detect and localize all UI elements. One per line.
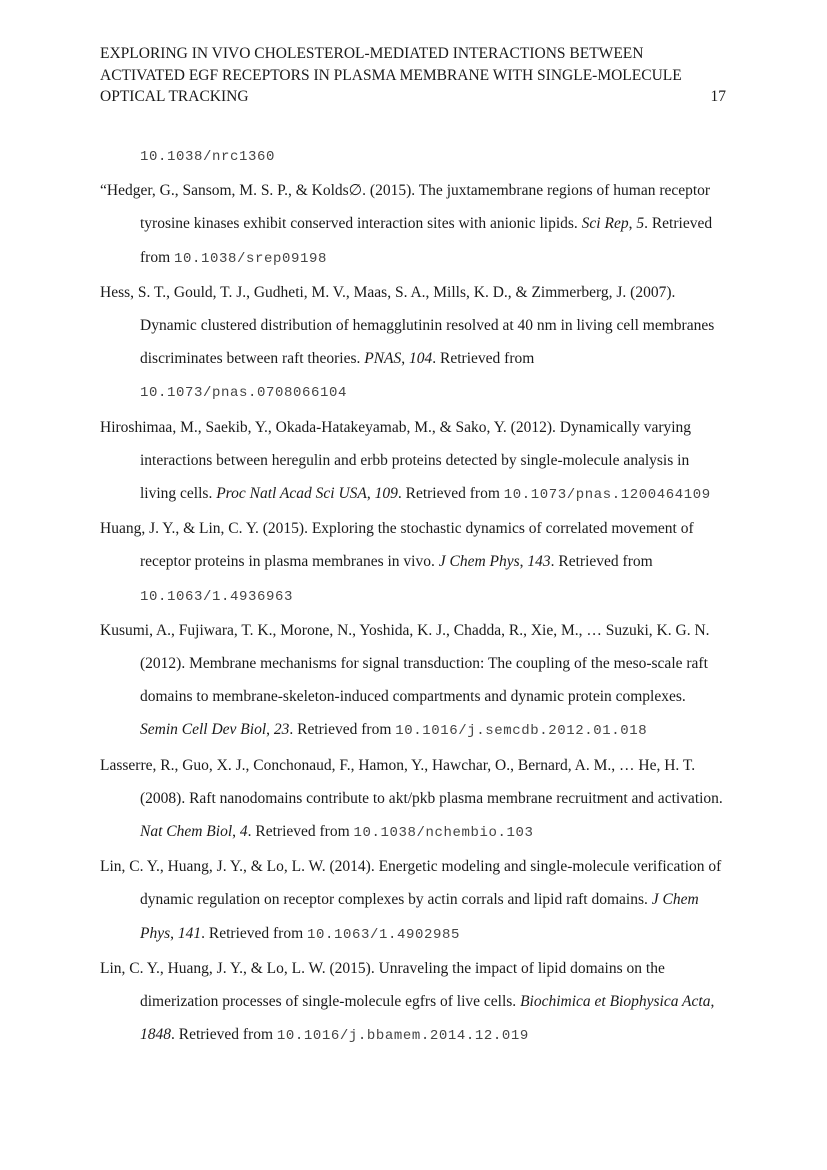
- continued-reference-fragment: [100, 139, 726, 174]
- retrieved-from: . Retrieved from: [289, 721, 396, 739]
- separator: ,: [170, 924, 178, 942]
- journal-name: Nat Chem Biol: [140, 823, 233, 841]
- journal-name: Semin Cell Dev Biol: [140, 721, 267, 739]
- doi-link[interactable]: 10.1038/nrc1360: [140, 149, 276, 165]
- separator: ,: [628, 215, 637, 233]
- doi-link[interactable]: 10.1063/1.4936963: [140, 588, 294, 605]
- doi-link[interactable]: 10.1016/j.semcdb.2012.01.018: [395, 723, 648, 740]
- reference-entry: [100, 276, 726, 411]
- retrieved-from: . Retrieved from: [432, 350, 535, 368]
- reference-text: Hiroshimaa, M., Saekib, Y., Okada-Hatakeyamab, M., & Sako, Y. (2012). Dynamically varying interactions between heregulin and erbb proteins detected by single-molecule analysis in living cells.: [100, 418, 692, 503]
- reference-entry: [100, 850, 726, 952]
- journal-name: Sci Rep: [581, 215, 629, 233]
- journal-name: J Chem Phys: [140, 891, 699, 942]
- separator: ,: [266, 721, 274, 739]
- journal-name: Biochimica et Biophysica Acta: [520, 993, 711, 1011]
- separator: ,: [710, 993, 715, 1011]
- reference-text: Kusumi, A., Fujiwara, T. K., Morone, N., Yoshida, K. J., Chadda, R., Xie, M., … Suzuki, K. G. N. (2012). Membrane mechanisms for signal transduction: The coupling of the meso-scale raft domains to membrane-skeleton-induced compartments and dynamic protein complexes.: [100, 621, 710, 706]
- reference-text: Lin, C. Y., Huang, J. Y., & Lo, L. W. (2014). Energetic modeling and single-molecule verification of dynamic regulation on receptor complexes by actin corrals and lipid raft domains.: [100, 858, 722, 909]
- running-header: [100, 43, 726, 108]
- journal-name: PNAS: [364, 350, 402, 368]
- reference-text: Lasserre, R., Guo, X. J., Conchonaud, F., Hamon, Y., Hawchar, O., Bernard, A. M., … He, H. T. (2008). Raft nanodomains contribute to akt/pkb plasma membrane recruitment and activation.: [100, 756, 723, 807]
- volume: 141: [177, 924, 202, 942]
- reference-list: [100, 139, 726, 1053]
- reference-entry: [100, 411, 726, 513]
- doi-link[interactable]: 10.1063/1.4902985: [307, 926, 461, 943]
- separator: ,: [366, 485, 375, 503]
- header-title-line-1: EXPLORING IN VIVO CHOLESTEROL-MEDIATED INTERACTIONS BETWEEN: [100, 45, 644, 62]
- retrieved-from: . Retrieved from: [247, 823, 354, 841]
- retrieved-from: . Retrieved from: [550, 553, 653, 571]
- retrieved-from: . Retrieved from: [201, 924, 308, 942]
- reference-entry: [100, 512, 726, 614]
- doi-link[interactable]: 10.1038/srep09198: [174, 250, 328, 267]
- separator: ,: [519, 553, 528, 571]
- volume: 23: [273, 721, 290, 739]
- retrieved-from: . Retrieved from: [397, 485, 504, 503]
- separator: ,: [401, 350, 410, 368]
- volume: 1848: [140, 1026, 171, 1044]
- retrieved-from: . Retrieved from: [140, 215, 713, 266]
- page-number: 17: [710, 88, 726, 105]
- doi-link[interactable]: 10.1073/pnas.0708066104: [140, 385, 348, 402]
- reference-entry: [100, 952, 726, 1054]
- reference-text: “Hedger, G., Sansom, M. S. P., & Kolds∅. (2015). The juxtamembrane regions of human receptor tyrosine kinases exhibit conserved interaction sites with anionic lipids.: [100, 182, 711, 233]
- header-title-line-2: ACTIVATED EGF RECEPTORS IN PLASMA MEMBRANE WITH SINGLE-MOLECULE: [100, 66, 682, 84]
- doi-link[interactable]: 10.1073/pnas.1200464109: [503, 487, 711, 504]
- doi-link[interactable]: 10.1038/nchembio.103: [353, 825, 534, 842]
- volume: 143: [527, 553, 551, 571]
- reference-text: Hess, S. T., Gould, T. J., Gudheti, M. V., Maas, S. A., Mills, K. D., & Zimmerberg, J. (2007). Dynamic clustered distribution of hemagglutinin resolved at 40 nm in living cell membranes discriminates between raft theories.: [100, 283, 715, 368]
- reference-entry: [100, 614, 726, 749]
- header-title-line-3-text: OPTICAL TRACKING: [100, 88, 249, 105]
- reference-entry: [100, 749, 726, 851]
- journal-name: J Chem Phys: [438, 553, 520, 571]
- volume: 5: [636, 215, 645, 233]
- retrieved-from: . Retrieved from: [171, 1026, 277, 1044]
- separator: ,: [232, 823, 240, 841]
- reference-entry: [100, 174, 726, 276]
- reference-text: Lin, C. Y., Huang, J. Y., & Lo, L. W. (2015). Unraveling the impact of lipid domains on the dimerization processes of single-molecule egfrs of live cells.: [100, 959, 665, 1011]
- volume: 4: [239, 823, 248, 841]
- volume: 104: [409, 350, 433, 368]
- reference-text: Huang, J. Y., & Lin, C. Y. (2015). Exploring the stochastic dynamics of correlated movement of receptor proteins in plasma membranes in vivo.: [100, 520, 694, 571]
- header-title-line-3: [100, 86, 726, 108]
- doi-link[interactable]: 10.1016/j.bbamem.2014.12.019: [276, 1028, 529, 1045]
- volume: 109: [374, 485, 398, 503]
- journal-name: Proc Natl Acad Sci USA: [216, 485, 367, 503]
